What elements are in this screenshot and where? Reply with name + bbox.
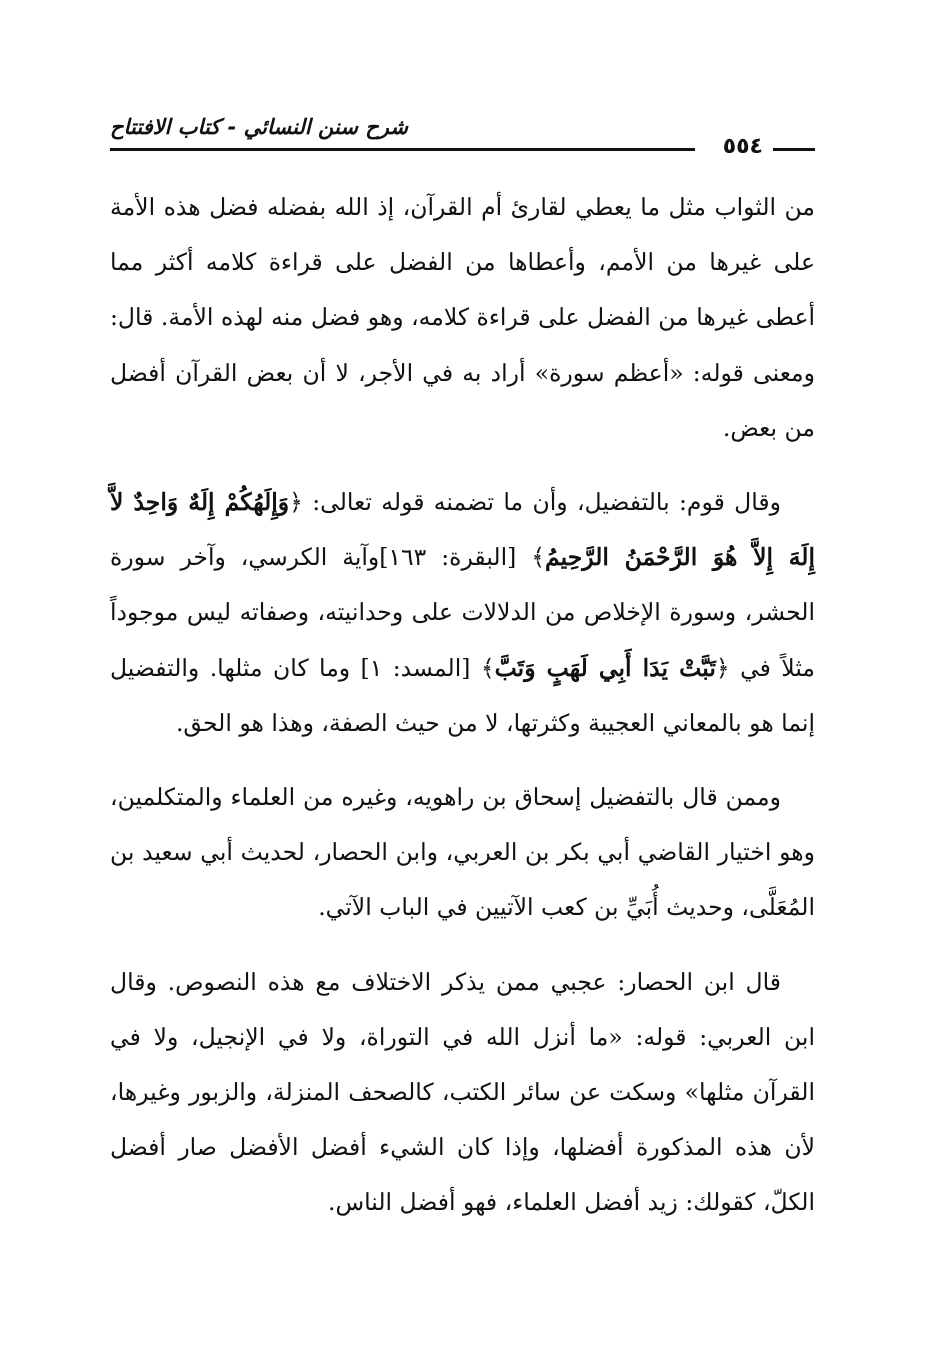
- running-header: [110, 112, 815, 162]
- paragraph-1: [110, 180, 815, 456]
- page-number-dash: [773, 148, 815, 151]
- quran-verse-baqarah: وَإِلَهُكُمْ إِلَهٌ وَاحِدٌ لاَّ إِلَهَ إِلاَّ هُوَ الرَّحْمَنُ الرَّحِيمُ: [110, 488, 815, 572]
- paragraph-2-text-c: ﴾ [المسد: ١] وما كان مثلها. والتفضيل إنما هو بالمعاني العجيبة وكثرتها، لا من حيث الصفة، وهذا هو الحق.: [110, 653, 815, 737]
- paragraph-3: [110, 770, 815, 936]
- paragraph-3-text: وممن قال بالتفضيل إسحاق بن راهويه، وغيره من العلماء والمتكلمين، وهو اختيار القاضي أبي بكر بن العربي، وابن الحصار، لحديث أبي سعيد بن المُعَلَّى، وحديث أُبَيِّ بن كعب الآتيين في الباب الآتي.: [110, 783, 815, 922]
- paragraph-2-text-a: وقال قوم: بالتفضيل، وأن ما تضمنه قوله تعالى: ﴿: [289, 488, 781, 517]
- body-text: [110, 180, 815, 1231]
- paragraph-4-text: قال ابن الحصار: عجبي ممن يذكر الاختلاف مع هذه النصوص. وقال ابن العربي: قوله: «ما أنزل الله في التوراة، ولا في الإنجيل، ولا في القرآن مثلها» وسكت عن سائر الكتب، كالصحف المنزلة، والزبور وغيرها، لأن هذه المذكورة أفضلها، وإذا كان الشيء أفضل الأفضل صار أفضل الكلّ، كقولك: زيد أفضل العلماء، فهو أفضل الناس.: [110, 967, 815, 1217]
- paragraph-4: [110, 955, 815, 1231]
- paragraph-2: [110, 475, 815, 751]
- paragraph-1-text: من الثواب مثل ما يعطي لقارئ أم القرآن، إذ الله بفضله فضل هذه الأمة على غيرها من الأمم، وأعطاها من الفضل على قراءة كلامه أكثر مما أعطى غيرها من الفضل على قراءة كلامه، وهو فضل منه لهذه الأمة. قال: ومعنى قوله: «أعظم سورة» أراد به في الأجر، لا أن بعض القرآن أفضل من بعض.: [110, 193, 815, 442]
- header-rule: [110, 148, 695, 151]
- paragraph-2-text-b: ﴾ [البقرة: ١٦٣]وآية الكرسي، وآخر سورة الحشر، وسورة الإخلاص من الدلالات على وحدانيته، وصفاته ليس موجوداً مثلاً في ﴿: [110, 543, 815, 682]
- page-number: ٥٥٤: [722, 134, 763, 159]
- header-title: شرح سنن النسائي - كتاب الافتتاح: [110, 115, 408, 139]
- quran-verse-masad: تَبَّتْ يَدَا أَبِي لَهَبٍ وَتَبَّ: [494, 653, 716, 682]
